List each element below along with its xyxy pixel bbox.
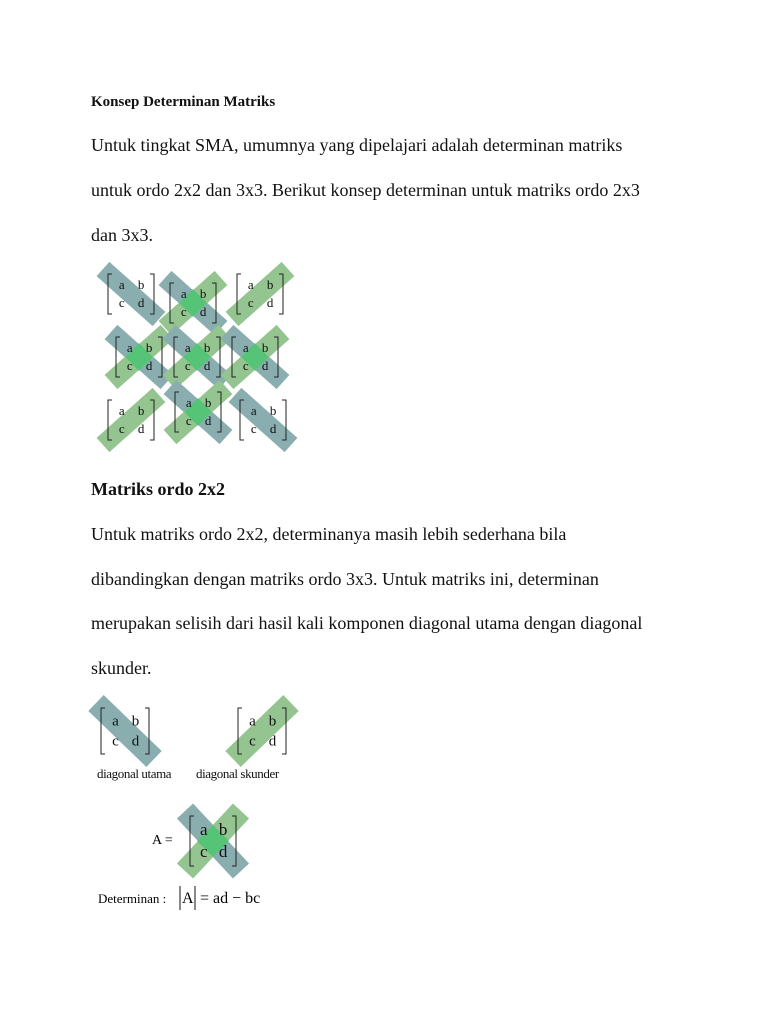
matrix-2x2 bbox=[235, 395, 291, 445]
matrix-entry-d: d bbox=[266, 294, 274, 310]
matrix-entry-a: a bbox=[247, 277, 254, 293]
matrix-entry-a: a bbox=[242, 340, 249, 356]
page-heading: Konsep Determinan Matriks bbox=[91, 94, 276, 110]
matrix-2x2 bbox=[169, 332, 225, 382]
intro-line-2: untuk ordo 2x2 dan 3x3. Berikut konsep determinan untuk matriks ordo 2x3 bbox=[91, 180, 640, 200]
matrix-2x2 bbox=[233, 703, 291, 759]
matrix-entry-a: a bbox=[249, 713, 256, 730]
matrix-2x2 bbox=[103, 269, 159, 319]
matrix-entry-b: b bbox=[137, 403, 145, 419]
matrix-entry-a: a bbox=[118, 403, 125, 419]
matrix-entry-a: a bbox=[180, 286, 187, 302]
matrix-entry-a: a bbox=[118, 277, 125, 293]
secondary-diagonal-band bbox=[103, 395, 159, 445]
matrix-a-equals: A = bbox=[152, 833, 173, 848]
main-diagonal-band bbox=[96, 703, 154, 759]
matrix-entry-b: b bbox=[266, 277, 274, 293]
matrix-entry-b: b bbox=[261, 340, 269, 356]
matrix-entry-b: b bbox=[145, 340, 153, 356]
caption-diagonal-skunder: diagonal skunder bbox=[196, 766, 279, 781]
secondary-diagonal-band bbox=[233, 703, 291, 759]
matrix-entry-c: c bbox=[200, 842, 208, 861]
matrix-2x2 bbox=[185, 811, 241, 871]
matrix-entry-b: b bbox=[137, 277, 145, 293]
matrix-entry-d: d bbox=[204, 412, 212, 428]
diagonal-pair-figure bbox=[96, 703, 291, 759]
matrix-entry-c: c bbox=[184, 357, 191, 373]
determinant-variable: A bbox=[182, 890, 194, 907]
matrix-entry-c: c bbox=[112, 733, 119, 750]
matrix-entry-d: d bbox=[269, 420, 277, 436]
matrix-entry-d: d bbox=[137, 420, 145, 436]
matrix-entry-d: d bbox=[203, 357, 211, 373]
diagonal-pattern-grid-figure bbox=[103, 269, 291, 445]
matrix-a-figure bbox=[185, 811, 241, 871]
intro-line-3: dan 3x3. bbox=[91, 225, 153, 245]
matrix-2x2 bbox=[170, 387, 226, 437]
matrix-entry-d: d bbox=[137, 294, 145, 310]
matrix-entry-d: d bbox=[131, 733, 140, 750]
matrix-entry-a: a bbox=[250, 403, 257, 419]
matrix-entry-c: c bbox=[118, 420, 125, 436]
matrix-2x2 bbox=[103, 395, 159, 445]
section-title: Matriks ordo 2x2 bbox=[91, 479, 225, 499]
main-diagonal-band bbox=[103, 269, 159, 319]
section-line-1: Untuk matriks ordo 2x2, determinanya masih lebih sederhana bila bbox=[91, 524, 567, 544]
matrix-entry-c: c bbox=[242, 357, 249, 373]
matrix-2x2 bbox=[96, 703, 154, 759]
matrix-entry-c: c bbox=[250, 420, 257, 436]
matrix-entry-b: b bbox=[199, 286, 207, 302]
matrix-entry-b: b bbox=[204, 395, 212, 411]
determinant-formula bbox=[98, 886, 260, 910]
intro-line-1: Untuk tingkat SMA, umumnya yang dipelajari adalah determinan matriks bbox=[91, 135, 623, 155]
determinant-expression: = ad − bc bbox=[200, 890, 261, 907]
matrix-2x2 bbox=[165, 278, 221, 328]
matrix-entry-b: b bbox=[269, 403, 277, 419]
section-line-2: dibandingkan dengan matriks ordo 3x3. Untuk matriks ini, determinan bbox=[91, 569, 599, 589]
matrix-entry-b: b bbox=[131, 713, 140, 730]
matrix-a-label bbox=[152, 833, 173, 848]
matrix-2x2 bbox=[232, 269, 288, 319]
matrix-entry-d: d bbox=[199, 303, 207, 319]
matrix-entry-c: c bbox=[118, 294, 125, 310]
matrix-entry-a: a bbox=[112, 713, 119, 730]
main-diagonal-band bbox=[235, 395, 291, 445]
matrix-entry-c: c bbox=[249, 733, 256, 750]
matrix-entry-b: b bbox=[218, 820, 228, 839]
matrix-entry-d: d bbox=[261, 357, 269, 373]
matrix-2x2 bbox=[227, 332, 283, 382]
determinant-label: Determinan : bbox=[98, 891, 167, 906]
matrix-entry-a: a bbox=[184, 340, 191, 356]
matrix-entry-d: d bbox=[218, 842, 228, 861]
matrix-entry-c: c bbox=[180, 303, 187, 319]
section-line-3: merupakan selisih dari hasil kali komponen diagonal utama dengan diagonal bbox=[91, 613, 643, 633]
matrix-entry-a: a bbox=[126, 340, 133, 356]
matrix-entry-a: a bbox=[185, 395, 192, 411]
section-line-4: skunder. bbox=[91, 658, 152, 678]
matrix-entry-c: c bbox=[126, 357, 133, 373]
matrix-entry-c: c bbox=[247, 294, 254, 310]
matrix-entry-a: a bbox=[200, 820, 208, 839]
matrix-entry-b: b bbox=[268, 713, 277, 730]
matrix-2x2 bbox=[111, 332, 167, 382]
caption-diagonal-utama: diagonal utama bbox=[97, 766, 172, 781]
matrix-entry-b: b bbox=[203, 340, 211, 356]
matrix-entry-d: d bbox=[268, 733, 277, 750]
matrix-entry-c: c bbox=[185, 412, 192, 428]
secondary-diagonal-band bbox=[232, 269, 288, 319]
matrix-entry-d: d bbox=[145, 357, 153, 373]
